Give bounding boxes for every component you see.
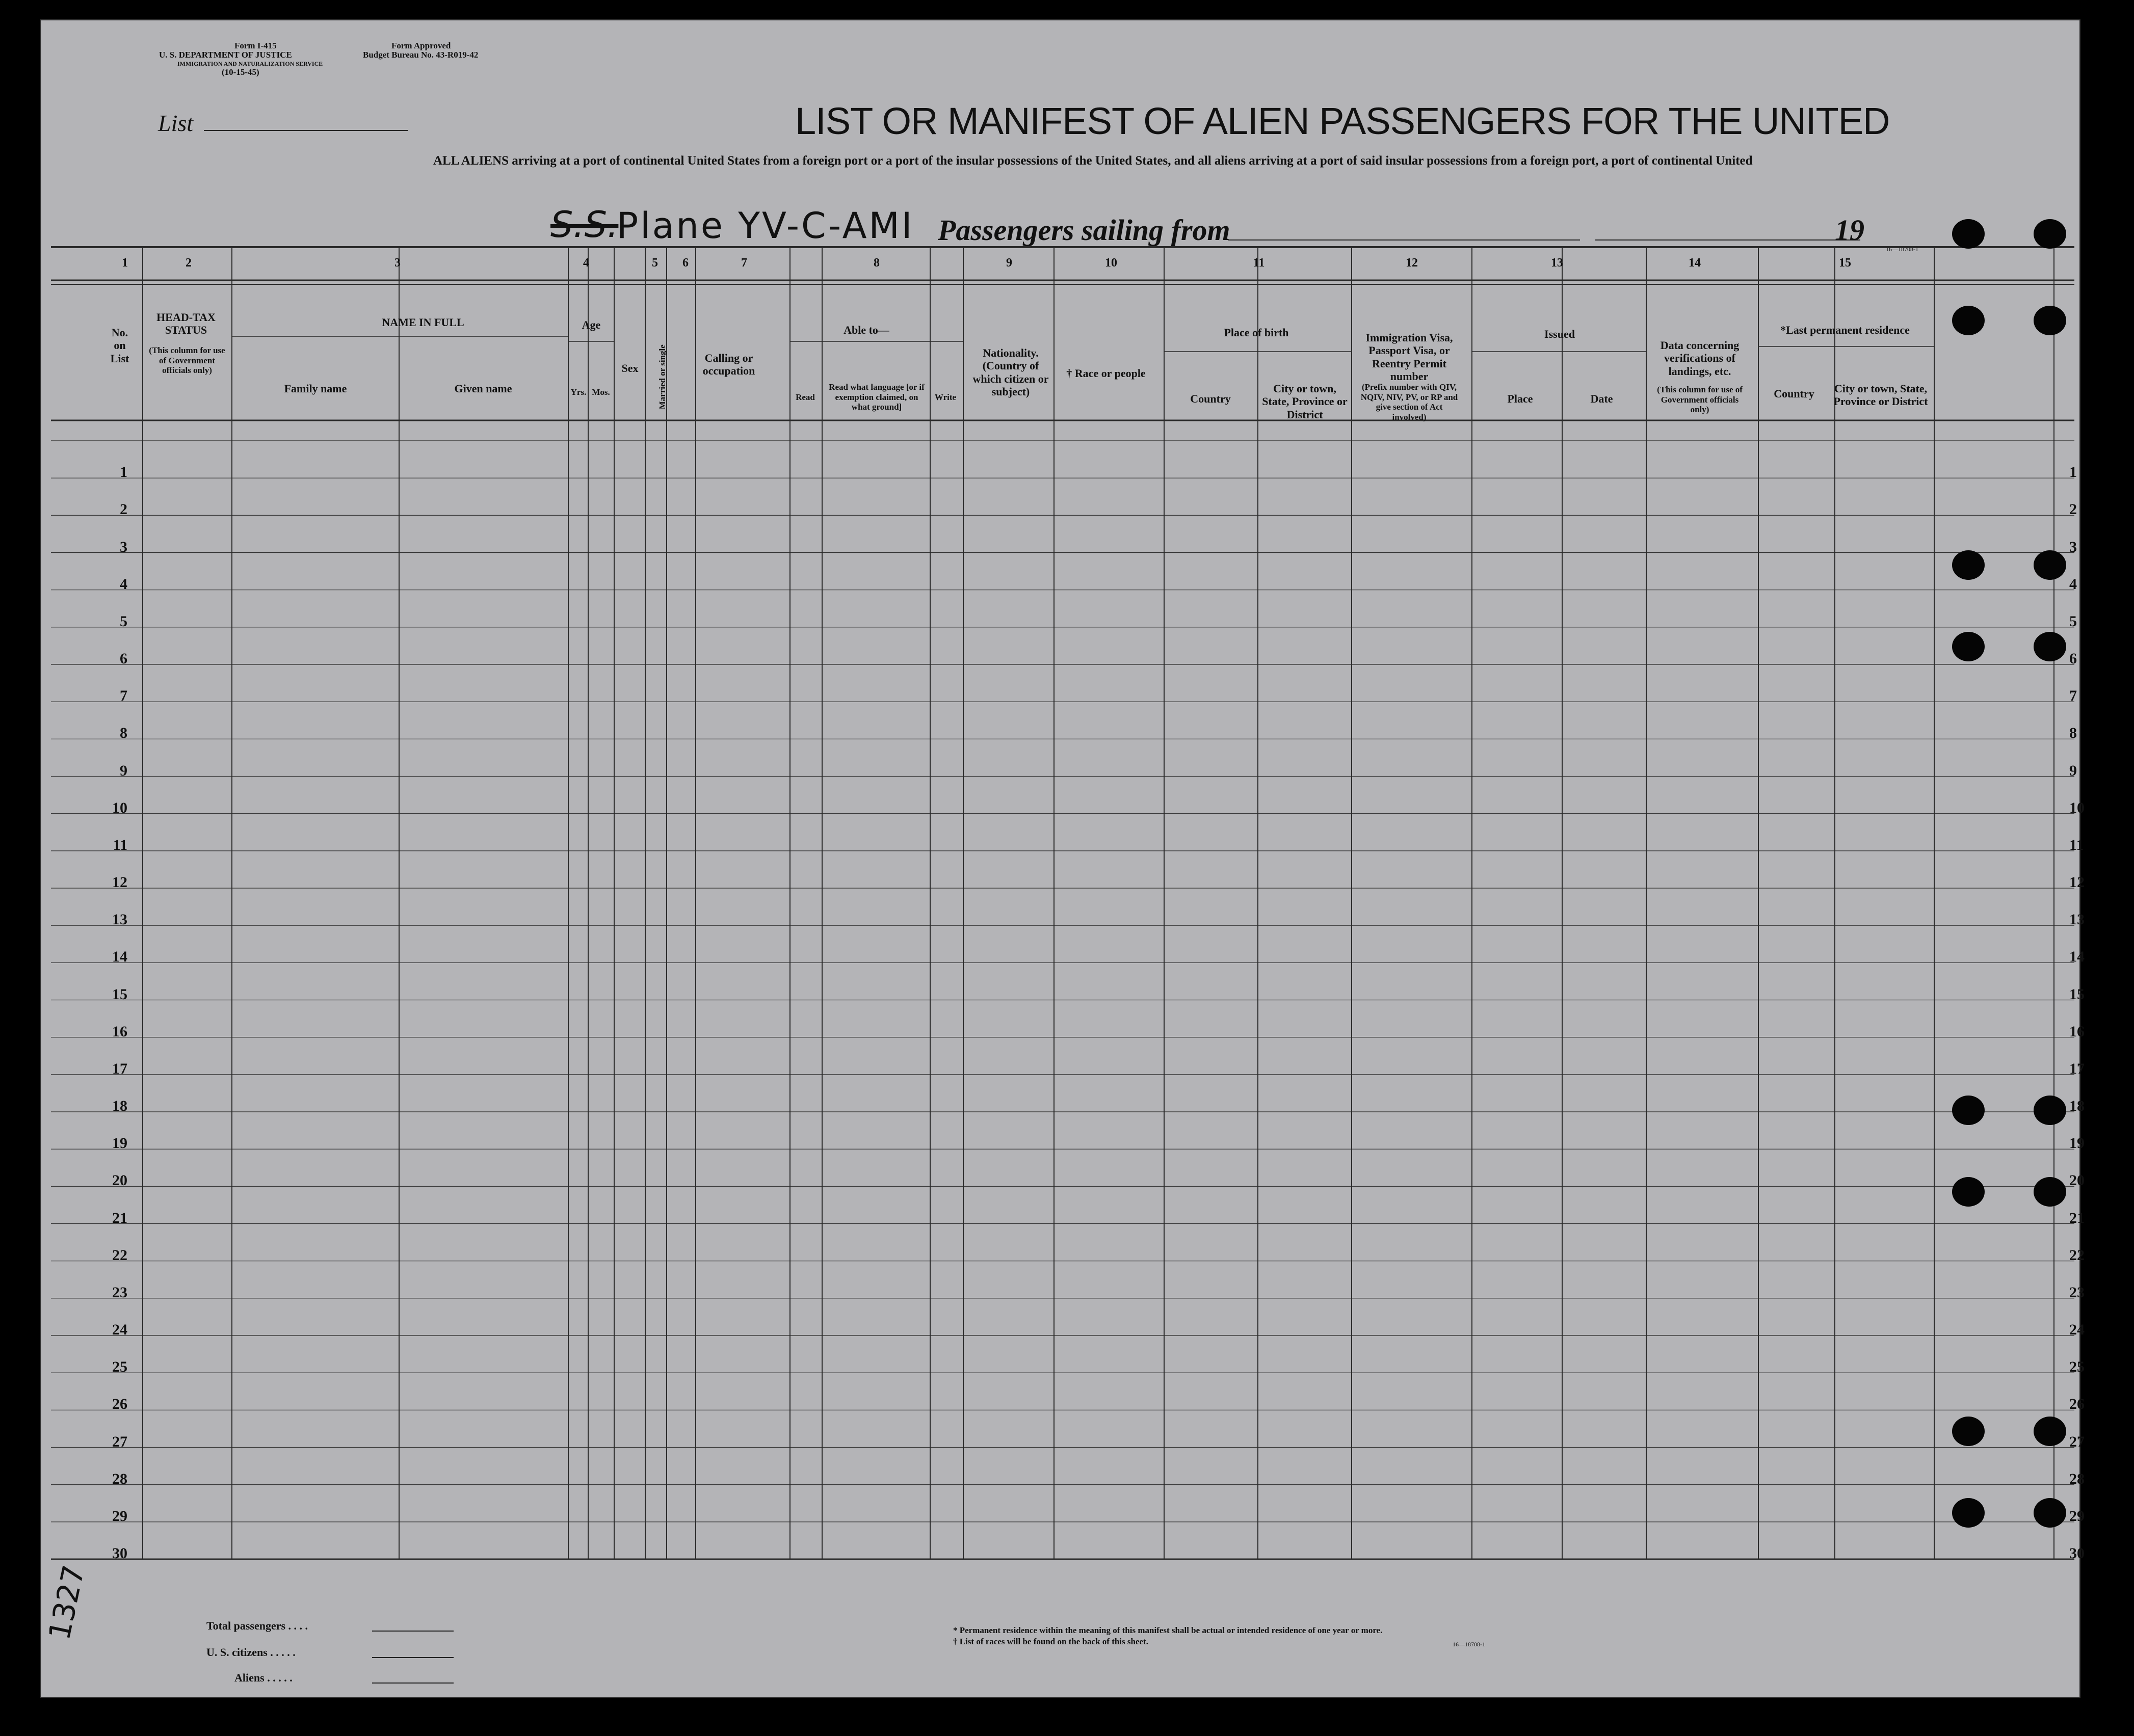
punch-hole — [2034, 632, 2066, 661]
row-number: 23 — [112, 1284, 127, 1301]
row-number-right: 29 — [2069, 1507, 2085, 1525]
column-number: 11 — [1253, 256, 1265, 270]
header-last-residence: *Last permanent residence — [1780, 324, 1910, 336]
punch-hole — [2034, 550, 2066, 580]
header-no-on-list: No. on List — [110, 326, 129, 365]
header-given-name: Given name — [454, 382, 512, 395]
row-number-right: 10 — [2069, 799, 2085, 816]
header-yrs: Yrs. — [570, 387, 587, 397]
row-number-right: 13 — [2069, 911, 2085, 928]
row-number-right: 22 — [2069, 1246, 2085, 1264]
form-date: (10-15-45) — [222, 67, 259, 77]
row-number: 5 — [120, 612, 127, 630]
header-family-name: Family name — [284, 382, 347, 395]
row-number: 19 — [112, 1135, 127, 1152]
header-country-2: Country — [1774, 387, 1814, 400]
row-number-right: 3 — [2069, 538, 2077, 555]
row-number: 11 — [113, 836, 127, 853]
punch-hole — [1952, 1417, 1985, 1446]
row-number-right: 16 — [2069, 1023, 2085, 1040]
punch-hole — [2034, 219, 2066, 249]
punch-hole — [1952, 1498, 1985, 1528]
column-number: 1 — [122, 256, 128, 270]
header-place: Place — [1507, 392, 1533, 405]
row-number-right: 5 — [2069, 612, 2077, 630]
row-number-right: 26 — [2069, 1396, 2085, 1413]
punch-hole — [1952, 550, 1985, 580]
header-city: City or town, State, Province or District — [1262, 382, 1348, 421]
header-head-tax: HEAD-TAX STATUS — [156, 311, 216, 337]
header-race: † Race or people — [1066, 367, 1146, 380]
row-number-right: 12 — [2069, 874, 2085, 891]
header-data-concerning: Data concerning verifications of landings, etc. — [1660, 339, 1740, 378]
print-code-top: 16—18708-1 — [1886, 246, 1918, 253]
row-number-right: 7 — [2069, 687, 2077, 705]
row-number: 6 — [120, 650, 127, 667]
budget-bureau: Budget Bureau No. 43-R019-42 — [363, 50, 479, 60]
row-number: 17 — [112, 1060, 127, 1077]
punch-hole — [1952, 219, 1985, 249]
row-number: 30 — [112, 1545, 127, 1562]
row-number-right: 21 — [2069, 1209, 2085, 1226]
punch-hole — [1952, 306, 1985, 335]
column-number: 2 — [186, 256, 192, 270]
aliens-label: Aliens . . . . . — [234, 1671, 293, 1684]
header-place-of-birth: Place of birth — [1224, 326, 1289, 339]
column-number: 3 — [394, 256, 401, 270]
row-number-right: 19 — [2069, 1135, 2085, 1152]
row-number: 18 — [112, 1098, 127, 1114]
header-country: Country — [1190, 392, 1231, 405]
row-number: 13 — [112, 911, 127, 928]
header-calling: Calling or occupation — [702, 352, 755, 378]
row-number: 10 — [112, 799, 127, 816]
row-number-right: 30 — [2069, 1545, 2085, 1562]
header-sex: Sex — [621, 362, 639, 375]
punch-hole — [2034, 1177, 2066, 1207]
punch-hole — [1952, 1096, 1985, 1125]
punch-hole — [2034, 1096, 2066, 1125]
header-able-to: Able to— — [844, 324, 889, 336]
row-number-right: 28 — [2069, 1470, 2085, 1487]
row-number-right: 17 — [2069, 1060, 2085, 1077]
row-number: 3 — [120, 538, 127, 555]
row-number-right: 2 — [2069, 501, 2077, 518]
note-races: † List of races will be found on the back of this sheet. — [953, 1637, 1148, 1646]
row-number-right: 8 — [2069, 725, 2077, 742]
row-number: 24 — [112, 1321, 127, 1338]
row-number: 12 — [112, 874, 127, 891]
column-number: 7 — [741, 256, 747, 270]
grid-lines — [41, 20, 2079, 1697]
row-number: 29 — [112, 1507, 127, 1525]
header-write: Write — [934, 392, 957, 402]
row-number-right: 25 — [2069, 1358, 2085, 1376]
total-passengers-line — [372, 1631, 454, 1632]
row-number-right: 11 — [2069, 836, 2084, 853]
column-number: 5 — [652, 256, 658, 270]
row-number: 4 — [120, 575, 127, 593]
row-number-right: 15 — [2069, 985, 2085, 1003]
row-number-right: 24 — [2069, 1321, 2085, 1338]
row-number: 16 — [112, 1023, 127, 1040]
row-number: 14 — [112, 948, 127, 966]
column-number: 10 — [1105, 256, 1117, 270]
note-residence: * Permanent residence within the meaning of this manifest shall be actual or intended residence of one year or more. — [953, 1625, 1383, 1635]
header-issued: Issued — [1544, 328, 1575, 340]
row-number: 7 — [120, 687, 127, 705]
header-nationality: Nationality. (Country of which citizen or subject) — [972, 346, 1049, 398]
header-head-tax-note: (This column for use of Government officials only) — [149, 345, 225, 376]
column-number: 14 — [1689, 256, 1701, 270]
form-number: Form I-415 — [234, 41, 277, 50]
row-number: 15 — [112, 985, 127, 1003]
punch-hole — [2034, 1417, 2066, 1446]
column-number: 9 — [1006, 256, 1012, 270]
total-passengers-label: Total passengers . . . . — [206, 1619, 308, 1632]
row-number: 8 — [120, 725, 127, 742]
row-number: 2 — [120, 501, 127, 518]
column-number: 15 — [1839, 256, 1851, 270]
vessel-handwritten: Plane YV-C-AMI — [617, 205, 914, 247]
row-number-right: 27 — [2069, 1433, 2085, 1450]
row-number: 21 — [112, 1209, 127, 1226]
header-data-note: (This column for use of Government officials only) — [1657, 385, 1743, 415]
title: LIST OR MANIFEST OF ALIEN PASSENGERS FOR THE UNITED — [795, 100, 1890, 142]
header-visa-note: (Prefix number with QIV, NQIV, NIV, PV, or RP and give section of Act involved) — [1360, 382, 1458, 422]
vessel-prefix: S.S. — [550, 204, 619, 246]
row-number: 1 — [120, 464, 127, 481]
row-number-right: 4 — [2069, 575, 2077, 593]
row-number-right: 23 — [2069, 1284, 2085, 1301]
row-number: 22 — [112, 1246, 127, 1264]
service: IMMIGRATION AND NATURALIZATION SERVICE — [177, 60, 323, 67]
header-date: Date — [1590, 392, 1613, 405]
punch-hole — [1952, 1177, 1985, 1207]
list-label: List — [158, 110, 194, 136]
column-number: 6 — [682, 256, 689, 270]
row-number-right: 9 — [2069, 762, 2077, 779]
us-citizens-label: U. S. citizens . . . . . — [206, 1646, 296, 1659]
column-number: 12 — [1406, 256, 1418, 270]
row-number-right: 20 — [2069, 1172, 2085, 1189]
header-mos: Mos. — [592, 387, 610, 397]
aliens-line — [372, 1682, 454, 1684]
print-code-bottom: 16—18708-1 — [1453, 1641, 1485, 1648]
header-read: Read — [796, 392, 815, 402]
header-name-in-full: NAME IN FULL — [382, 316, 464, 329]
us-citizens-line — [372, 1657, 454, 1658]
header-age: Age — [582, 318, 601, 331]
department: U. S. DEPARTMENT OF JUSTICE — [159, 50, 292, 60]
year-prefix: 19 — [1835, 213, 1864, 247]
row-number-right: 1 — [2069, 464, 2077, 481]
column-number: 4 — [583, 256, 589, 270]
row-number: 28 — [112, 1470, 127, 1487]
row-number-right: 18 — [2069, 1098, 2085, 1114]
row-number: 9 — [120, 762, 127, 779]
header-city-2: City or town, State, Province or District — [1833, 382, 1928, 408]
subtitle: ALL ALIENS arriving at a port of continental United States from a foreign port or a port of the insular possessions of the United States, and all aliens arriving at a port of said insular possessions from a foreign port, a port of continental United — [433, 154, 1753, 168]
form-approved: Form Approved — [391, 41, 451, 50]
punch-hole — [1952, 632, 1985, 661]
column-number: 13 — [1551, 256, 1563, 270]
margin-number: 1327 — [42, 1562, 92, 1643]
punch-hole — [2034, 306, 2066, 335]
header-married: Married or single — [657, 344, 668, 410]
row-number: 20 — [112, 1172, 127, 1189]
sailing-label: Passengers sailing from — [938, 213, 1230, 247]
row-number: 27 — [112, 1433, 127, 1450]
punch-hole — [2034, 1498, 2066, 1528]
row-number-right: 14 — [2069, 948, 2085, 966]
manifest-sheet — [41, 20, 2085, 1697]
row-number: 26 — [112, 1396, 127, 1413]
header-read-language: Read what language [or if exemption claimed, on what ground] — [829, 382, 925, 412]
header-visa: Immigration Visa, Passport Visa, or Reentry Permit number — [1365, 331, 1453, 383]
column-number: 8 — [874, 256, 880, 270]
row-number-right: 6 — [2069, 650, 2077, 667]
row-number: 25 — [112, 1358, 127, 1376]
